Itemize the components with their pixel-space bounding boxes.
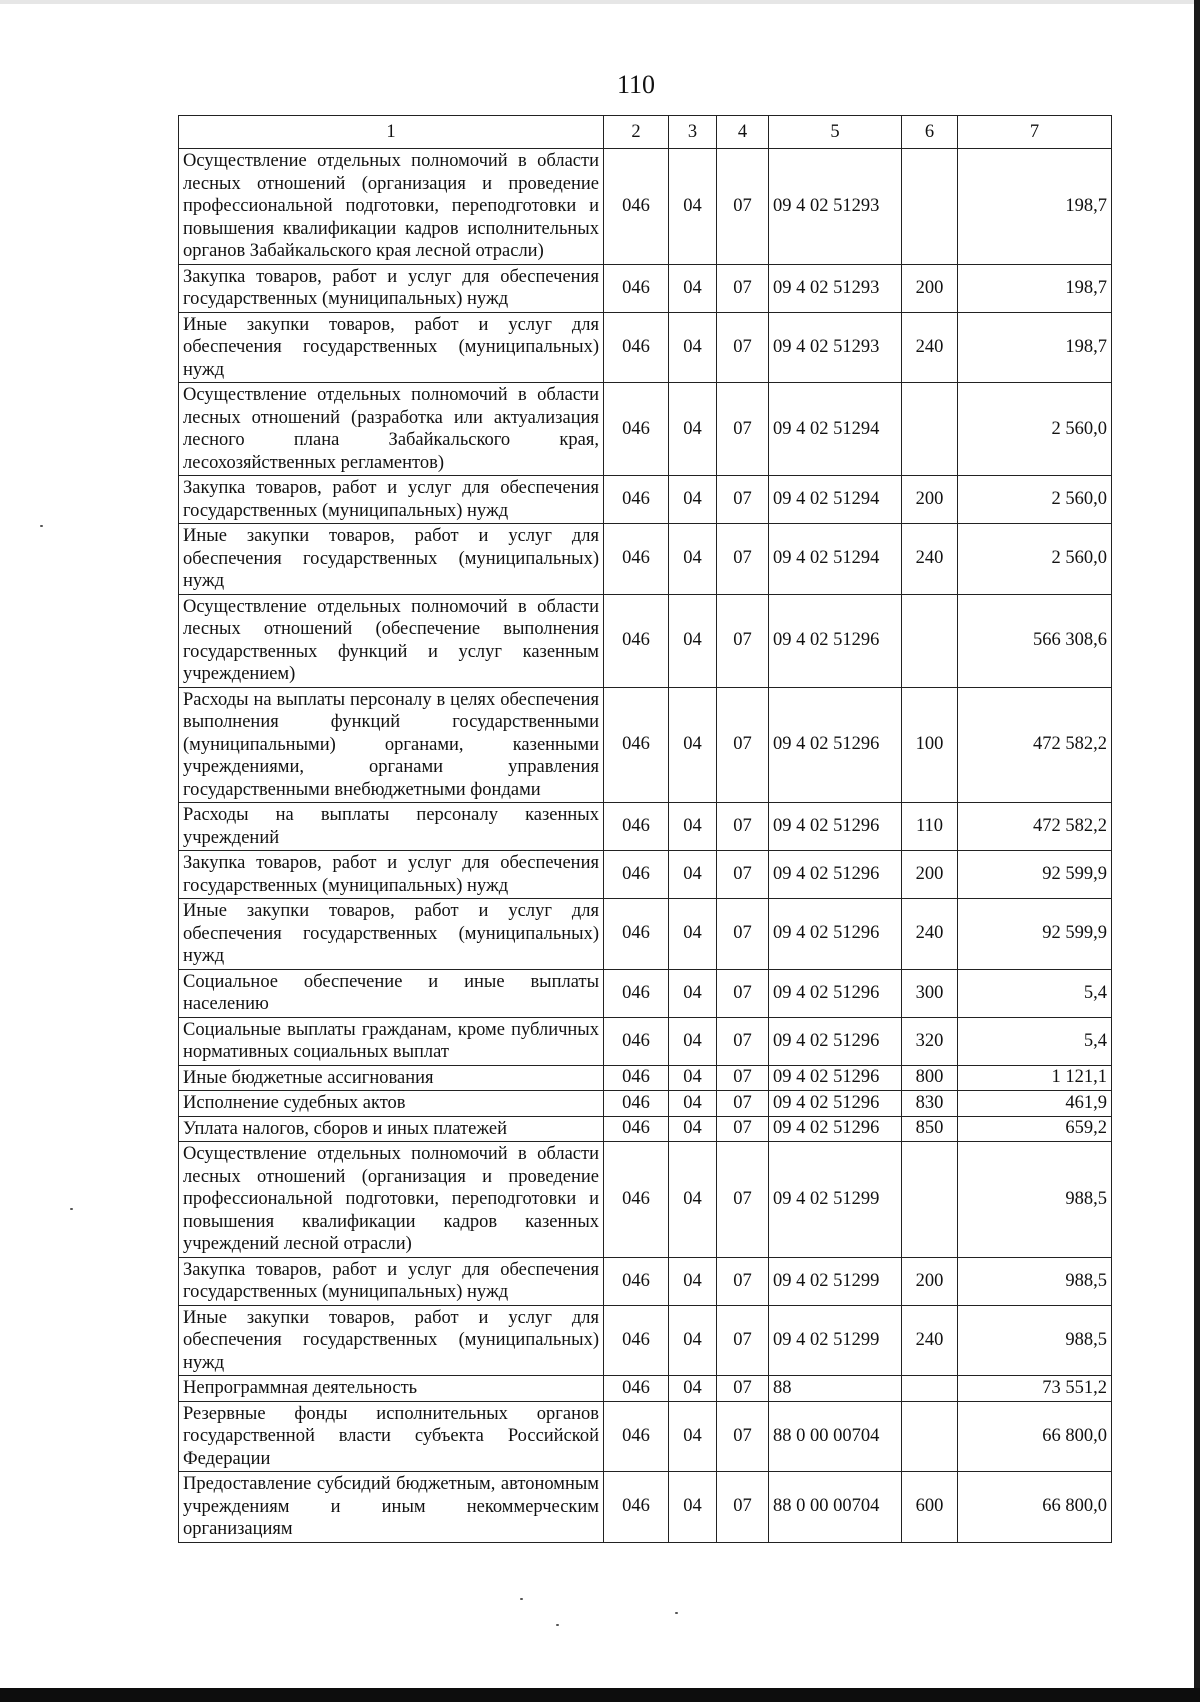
row-rz-code: 04 [669,149,717,265]
row-pr-code: 07 [717,1091,769,1117]
row-pr-code: 07 [717,149,769,265]
row-name: Иные закупки товаров, работ и услуг для обеспечения государственных (муниципальных) нужд [179,312,604,383]
table-row [179,1116,1112,1142]
row-rz-code: 04 [669,899,717,970]
row-pr-code: 07 [717,312,769,383]
row-gr-code: 046 [604,851,669,899]
row-rz-code: 04 [669,1116,717,1142]
row-gr-code: 046 [604,1305,669,1376]
row-amount: 66 800,0 [958,1472,1112,1543]
scan-speck [40,525,43,527]
col-header-5: 5 [769,116,902,149]
row-gr-code: 046 [604,1065,669,1091]
row-vr-code: 200 [902,264,958,312]
table-row [179,524,1112,595]
row-amount: 566 308,6 [958,594,1112,687]
row-vr-code: 200 [902,851,958,899]
row-csr-code: 09 4 02 51293 [769,312,902,383]
row-amount: 2 560,0 [958,383,1112,476]
row-gr-code: 046 [604,594,669,687]
row-name: Закупка товаров, работ и услуг для обеспечения государственных (муниципальных) нужд [179,264,604,312]
row-vr-code: 320 [902,1017,958,1065]
row-vr-code: 300 [902,969,958,1017]
row-name: Иные закупки товаров, работ и услуг для обеспечения государственных (муниципальных) нужд [179,1305,604,1376]
table-row [179,1401,1112,1472]
row-pr-code: 07 [717,1472,769,1543]
row-gr-code: 046 [604,969,669,1017]
table-row [179,1472,1112,1543]
row-pr-code: 07 [717,803,769,851]
row-csr-code: 09 4 02 51299 [769,1257,902,1305]
row-csr-code: 09 4 02 51299 [769,1142,902,1258]
row-csr-code: 09 4 02 51296 [769,969,902,1017]
scan-speck [675,1612,678,1614]
header-row [179,116,1112,149]
row-csr-code: 09 4 02 51296 [769,803,902,851]
row-vr-code: 240 [902,312,958,383]
row-amount: 73 551,2 [958,1376,1112,1402]
row-gr-code: 046 [604,1017,669,1065]
row-amount: 1 121,1 [958,1065,1112,1091]
row-vr-code: 110 [902,803,958,851]
row-pr-code: 07 [717,524,769,595]
row-csr-code: 09 4 02 51296 [769,1116,902,1142]
scan-edge-bottom [0,1688,1200,1702]
row-name: Социальное обеспечение и иные выплаты населению [179,969,604,1017]
row-gr-code: 046 [604,1376,669,1402]
row-vr-code: 240 [902,899,958,970]
row-amount: 988,5 [958,1305,1112,1376]
row-csr-code: 88 [769,1376,902,1402]
row-gr-code: 046 [604,312,669,383]
row-rz-code: 04 [669,851,717,899]
row-vr-code: 850 [902,1116,958,1142]
table-row [179,264,1112,312]
row-name: Осуществление отдельных полномочий в области лесных отношений (обеспечение выполнения государственных функций и услуг казенным учреждением) [179,594,604,687]
row-rz-code: 04 [669,1401,717,1472]
table-row [179,803,1112,851]
row-pr-code: 07 [717,1116,769,1142]
row-csr-code: 09 4 02 51294 [769,476,902,524]
table-row [179,851,1112,899]
row-pr-code: 07 [717,476,769,524]
row-rz-code: 04 [669,1091,717,1117]
row-amount: 472 582,2 [958,803,1112,851]
row-vr-code [902,149,958,265]
scan-speck [520,1598,523,1600]
col-header-1: 1 [179,116,604,149]
row-amount: 198,7 [958,312,1112,383]
row-gr-code: 046 [604,899,669,970]
row-pr-code: 07 [717,1305,769,1376]
row-vr-code [902,383,958,476]
col-header-6: 6 [902,116,958,149]
row-rz-code: 04 [669,476,717,524]
row-rz-code: 04 [669,1257,717,1305]
row-name: Предоставление субсидий бюджетным, автономным учреждениям и иным некоммерческим организациям [179,1472,604,1543]
row-vr-code: 100 [902,687,958,803]
row-name: Иные закупки товаров, работ и услуг для обеспечения государственных (муниципальных) нужд [179,524,604,595]
row-rz-code: 04 [669,803,717,851]
row-rz-code: 04 [669,1305,717,1376]
row-gr-code: 046 [604,1257,669,1305]
row-gr-code: 046 [604,524,669,595]
row-amount: 461,9 [958,1091,1112,1117]
row-name: Расходы на выплаты персоналу в целях обеспечения выполнения функций государственными (муниципальными) органами, казенными учреждениями, органами управления государственными внебюджетными фондами [179,687,604,803]
row-gr-code: 046 [604,1116,669,1142]
row-vr-code: 240 [902,524,958,595]
row-csr-code: 09 4 02 51296 [769,687,902,803]
row-pr-code: 07 [717,383,769,476]
table-row [179,1376,1112,1402]
row-pr-code: 07 [717,851,769,899]
row-name: Непрограммная деятельность [179,1376,604,1402]
table-row [179,899,1112,970]
table-header [179,116,1112,149]
row-rz-code: 04 [669,312,717,383]
table-row [179,476,1112,524]
row-name: Исполнение судебных актов [179,1091,604,1117]
row-vr-code [902,594,958,687]
row-csr-code: 09 4 02 51296 [769,1091,902,1117]
row-vr-code [902,1376,958,1402]
row-csr-code: 09 4 02 51296 [769,899,902,970]
row-csr-code: 09 4 02 51296 [769,1017,902,1065]
row-rz-code: 04 [669,594,717,687]
table-row [179,1017,1112,1065]
row-amount: 988,5 [958,1142,1112,1258]
row-gr-code: 046 [604,1142,669,1258]
table-row [179,594,1112,687]
row-pr-code: 07 [717,1401,769,1472]
row-name: Закупка товаров, работ и услуг для обеспечения государственных (муниципальных) нужд [179,1257,604,1305]
table-row [179,1305,1112,1376]
row-amount: 2 560,0 [958,476,1112,524]
table-body [179,149,1112,1543]
table-row [179,383,1112,476]
row-csr-code: 09 4 02 51294 [769,524,902,595]
col-header-2: 2 [604,116,669,149]
scan-edge-top [0,0,1200,4]
table-row [179,687,1112,803]
table-row [179,1142,1112,1258]
row-amount: 5,4 [958,969,1112,1017]
row-gr-code: 046 [604,149,669,265]
row-rz-code: 04 [669,1376,717,1402]
table-row [179,149,1112,265]
row-csr-code: 09 4 02 51293 [769,264,902,312]
row-name: Закупка товаров, работ и услуг для обеспечения государственных (муниципальных) нужд [179,476,604,524]
row-gr-code: 046 [604,1091,669,1117]
row-pr-code: 07 [717,1142,769,1258]
row-rz-code: 04 [669,1065,717,1091]
row-amount: 92 599,9 [958,899,1112,970]
row-pr-code: 07 [717,969,769,1017]
row-csr-code: 09 4 02 51296 [769,1065,902,1091]
row-vr-code: 240 [902,1305,958,1376]
scan-speck [556,1624,559,1626]
row-vr-code: 600 [902,1472,958,1543]
row-pr-code: 07 [717,1376,769,1402]
row-amount: 5,4 [958,1017,1112,1065]
table-row [179,1091,1112,1117]
row-name: Социальные выплаты гражданам, кроме публичных нормативных социальных выплат [179,1017,604,1065]
row-pr-code: 07 [717,1017,769,1065]
row-name: Осуществление отдельных полномочий в области лесных отношений (организация и проведение профессиональной подготовки, переподготовки и повышения квалификации кадров казенных учреждений лесной отрасли) [179,1142,604,1258]
table-row [179,312,1112,383]
row-vr-code: 200 [902,1257,958,1305]
row-csr-code: 88 0 00 00704 [769,1472,902,1543]
row-pr-code: 07 [717,899,769,970]
row-csr-code: 09 4 02 51296 [769,594,902,687]
row-rz-code: 04 [669,264,717,312]
row-gr-code: 046 [604,1472,669,1543]
row-csr-code: 09 4 02 51299 [769,1305,902,1376]
scan-edge-right [1194,0,1200,1702]
row-vr-code: 200 [902,476,958,524]
row-name: Иные закупки товаров, работ и услуг для обеспечения государственных (муниципальных) нужд [179,899,604,970]
row-csr-code: 88 0 00 00704 [769,1401,902,1472]
col-header-4: 4 [717,116,769,149]
budget-table [178,115,1112,1543]
row-name: Осуществление отдельных полномочий в области лесных отношений (разработка или актуализация лесного плана Забайкальского края, лесохозяйственных регламентов) [179,383,604,476]
page-number: 110 [616,70,656,99]
row-rz-code: 04 [669,383,717,476]
col-header-7: 7 [958,116,1112,149]
row-name: Расходы на выплаты персоналу казенных учреждений [179,803,604,851]
row-vr-code: 830 [902,1091,958,1117]
row-rz-code: 04 [669,1472,717,1543]
table-row [179,1257,1112,1305]
row-vr-code: 800 [902,1065,958,1091]
row-gr-code: 046 [604,383,669,476]
row-name: Осуществление отдельных полномочий в области лесных отношений (организация и проведение профессиональной подготовки, переподготовки и повышения квалификации кадров исполнительных органов Забайкальского края лесной отрасли) [179,149,604,265]
row-pr-code: 07 [717,594,769,687]
row-gr-code: 046 [604,1401,669,1472]
row-rz-code: 04 [669,524,717,595]
row-name: Резервные фонды исполнительных органов государственной власти субъекта Российской Федерации [179,1401,604,1472]
row-amount: 66 800,0 [958,1401,1112,1472]
row-pr-code: 07 [717,264,769,312]
row-amount: 198,7 [958,149,1112,265]
row-gr-code: 046 [604,803,669,851]
row-name: Уплата налогов, сборов и иных платежей [179,1116,604,1142]
row-rz-code: 04 [669,969,717,1017]
row-pr-code: 07 [717,687,769,803]
row-csr-code: 09 4 02 51294 [769,383,902,476]
row-amount: 659,2 [958,1116,1112,1142]
row-csr-code: 09 4 02 51296 [769,851,902,899]
row-gr-code: 046 [604,687,669,803]
table-row [179,969,1112,1017]
row-csr-code: 09 4 02 51293 [769,149,902,265]
row-vr-code [902,1142,958,1258]
row-pr-code: 07 [717,1065,769,1091]
row-gr-code: 046 [604,264,669,312]
scan-speck [70,1208,73,1210]
row-rz-code: 04 [669,1017,717,1065]
row-amount: 472 582,2 [958,687,1112,803]
row-amount: 92 599,9 [958,851,1112,899]
row-amount: 198,7 [958,264,1112,312]
row-gr-code: 046 [604,476,669,524]
row-pr-code: 07 [717,1257,769,1305]
row-rz-code: 04 [669,687,717,803]
table-row [179,1065,1112,1091]
row-name: Иные бюджетные ассигнования [179,1065,604,1091]
row-name: Закупка товаров, работ и услуг для обеспечения государственных (муниципальных) нужд [179,851,604,899]
row-amount: 988,5 [958,1257,1112,1305]
col-header-3: 3 [669,116,717,149]
row-vr-code [902,1401,958,1472]
row-rz-code: 04 [669,1142,717,1258]
row-amount: 2 560,0 [958,524,1112,595]
